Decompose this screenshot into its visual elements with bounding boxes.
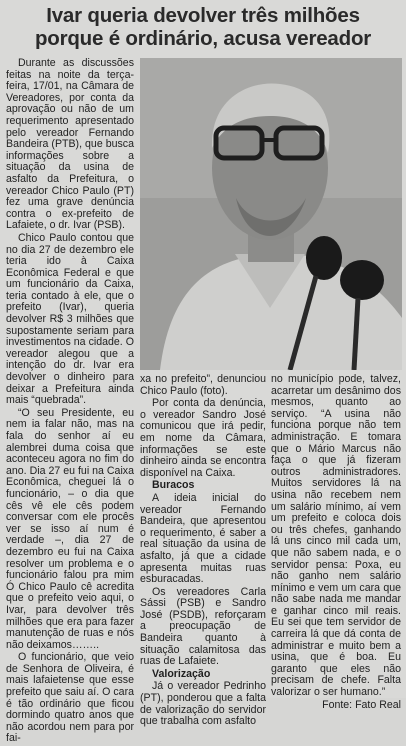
article-column-1 [6,58,134,746]
headline [6,4,400,50]
paragraph: Já o vereador Pedrinho (PT), ponderou que a falta de valorização do servidor que trabalha com asfalto [140,680,266,728]
article-column-2 [140,374,266,729]
paragraph: O funcionário, que veio de Senhora de Oliveira, é mais lafaietense que esse prefeito que saiu aí. O cara é tão ordinário que ficou dormindo quatro anos que não acordou nem para por fai- [6,651,134,745]
paragraph: “O seu Presidente, eu nem ia falar não, mas na fala do senhor aí eu alembrei duma coisa que aconteceu agora no fim do ano. Dia 27 eu fui na Caixa Econômica, cheguei lá o funcionário, – o dia que cês vê ele cês podem conversar com ele procês ver se isso aí num é verdade –, dia 27 de dezembro eu fui na Caixa resolver um problema e o funcionário falou pra mim Ó Chico Paulo cê acredita que o prefeito veio aqui, o Ivar, para devolver três milhões que era para fazer manutenção de ruas e nós não deixamos…….. [6,406,134,651]
paragraph: Os vereadores Carla Sássi (PSB) e Sandro José (PSDB), reforçaram a preocupação de Bandeira quanto à situação calamitosa das ruas de Lafaiete. [140,585,266,668]
paragraph: A ideia inicial do vereador Fernando Bandeira, que apresentou o requerimento, é saber a real situação da usina de asfalto, já que a cidade apresenta muitas ruas esburacadas. [140,491,266,586]
photo-chico-paulo [140,58,402,370]
portrait-illustration [140,58,402,370]
subheading-buracos: Buracos [152,479,195,492]
paragraph: Por conta da denúncia, o vereador Sandro José comunicou que irá pedir, em nome da Câmara, informações se este dinheiro ainda se encontra disponível na Caixa. [140,397,266,479]
source-credit: Fonte: Fato Real [322,698,401,711]
subheading-valorizacao: Valorização [152,667,211,680]
paragraph: Chico Paulo contou que no dia 27 de dezembro ele teria ido à Caixa Econômica Federal e que um funcionário da Caixa, teria contado à ele, que o prefeito (Ivar), queria devolver R$ 3 milhões que supostamente seriam para investimentos na cidade. O vereador alegou que a intenção do dr. Ivar era devolver o dinheiro para deixar a Prefeitura ainda mais “quebrada”. [6,231,134,407]
paragraph: Durante as discussões feitas na noite da terça-feira, 17/01, na Câmara de Vereadores, por conta da aprovação ou não de um requerimento apresentado pelo vereador Fernando Bandeira (PTB), que busca informações sobre a situação da usina de asfalto da Prefeitura, o vereador Chico Paulo (PT) fez uma grave denúncia contra o ex-prefeito de Lafaiete, o dr. Ivar (PSB). [6,57,134,232]
headline-line-2: porque é ordinário, acusa vereador [34,27,372,50]
paragraph: no município pode, talvez, acarretar um desânimo dos mesmos, quanto ao serviço. “A usina não funciona porque não tem administração. E tomara que o Mário Marcus não faça o que já fizeram outros administradores. Muitos servidores lá na usina não recebem nem um salário mínimo, aí vem um prefeito e coloca dois ou três chefes, ganhando lá uns cinco mil cada um, que não sabem nada, e o servidor pensa: Poxa, eu não ganho nem salário mínimo e vem um cara que não sabe nada me mandar e ganhar cinco mil reais. Eu sei que tem servidor de carreira lá que dá conta de administrar e muito bem a usina, que é boa. Eu garanto que eles não precisam de chefe. Falta valorizar o ser humano.” [271,373,401,699]
paragraph: xa no prefeito”, denunciou Chico Paulo (foto). [140,373,266,397]
article-column-3 [271,374,401,712]
headline-line-1: Ivar queria devolver três milhões [46,4,360,27]
